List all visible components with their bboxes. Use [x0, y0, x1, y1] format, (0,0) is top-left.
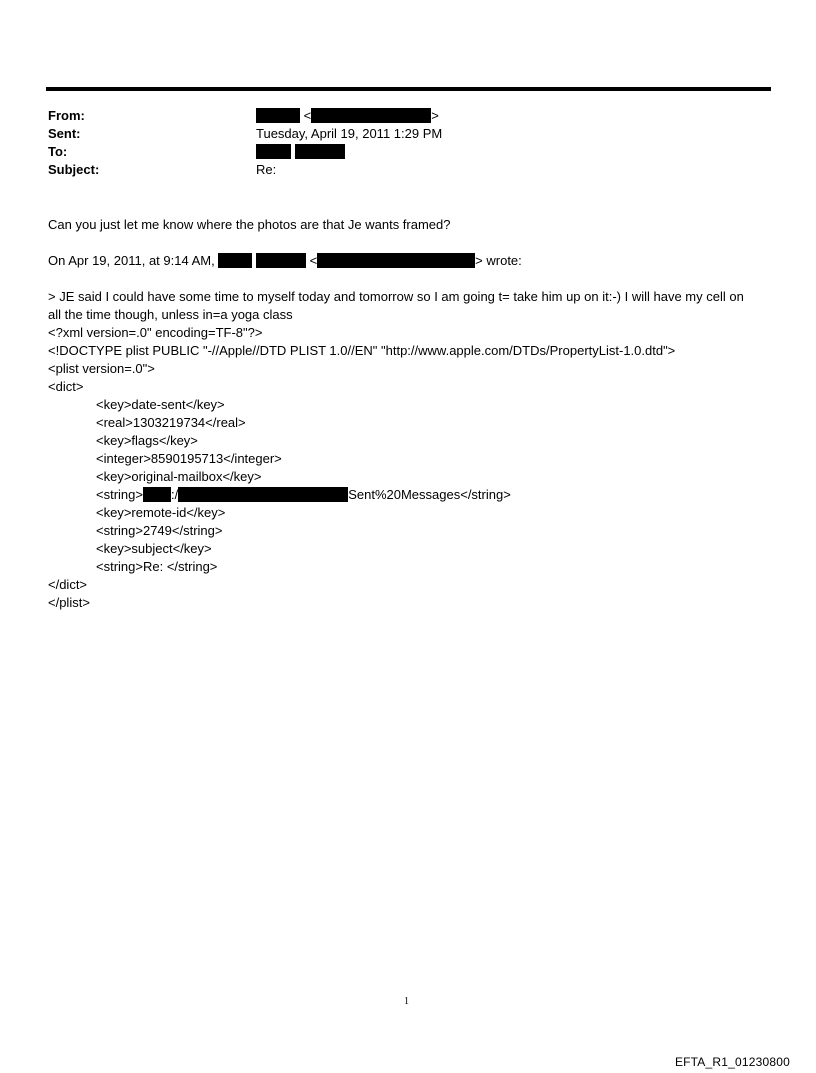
key-remote-id: <key>remote-id</key> — [96, 505, 226, 520]
quote-line-2: all the time though, unless in=a yoga class — [48, 307, 293, 322]
redaction-bar — [218, 253, 252, 268]
plist-close: </plist> — [48, 595, 90, 610]
key-flags: <key>flags</key> — [96, 433, 198, 448]
string-mailbox-tail: Sent%20Messages</string> — [348, 487, 511, 502]
from-lt: < — [303, 108, 312, 123]
quote-intro-prefix: On Apr 19, 2011, at 9:14 AM, — [48, 253, 215, 268]
from-gt: > — [431, 108, 439, 123]
sent-value: Tuesday, April 19, 2011 1:29 PM — [256, 126, 443, 141]
from-value — [256, 107, 439, 125]
redaction-bar — [317, 253, 475, 268]
xml-declaration: <?xml version=.0" encoding=TF-8"?> — [48, 325, 263, 340]
string-open: <string> — [96, 487, 143, 502]
subject-value: Re: — [256, 162, 277, 177]
subject-label: Subject: — [48, 162, 100, 177]
doctype-line: <!DOCTYPE plist PUBLIC "-//Apple//DTD PLIST 1.0//EN" "http://www.apple.com/DTDs/PropertyList-1.0.dtd"> — [48, 343, 676, 358]
string-mailbox — [96, 486, 511, 504]
message-question: Can you just let me know where the photos are that Je wants framed? — [48, 217, 451, 232]
quote-intro-suffix: > wrote: — [475, 253, 522, 268]
page-number: 1 — [404, 996, 409, 1007]
real-value: <real>1303219734</real> — [96, 415, 246, 430]
integer-value: <integer>8590195713</integer> — [96, 451, 282, 466]
quote-line-1: > JE said I could have some time to myself today and tomorrow so I am going t= take him up on it:-) I will have my cell on — [48, 289, 744, 304]
redaction-bar — [295, 144, 345, 159]
from-label: From: — [48, 108, 85, 123]
dict-close: </dict> — [48, 577, 88, 592]
sent-label: Sent: — [48, 126, 81, 141]
bates-number: EFTA_R1_01230800 — [674, 1055, 790, 1069]
key-original-mailbox: <key>original-mailbox</key> — [96, 469, 262, 484]
redaction-bar — [256, 108, 300, 123]
quote-intro — [48, 252, 522, 270]
plist-open: <plist version=.0"> — [48, 361, 155, 376]
string-remote-id: <string>2749</string> — [96, 523, 223, 538]
redaction-bar — [143, 487, 171, 502]
redaction-bar — [178, 487, 348, 502]
string-colon-slash: :/ — [170, 487, 179, 502]
redaction-bar — [256, 253, 306, 268]
quote-intro-lt: < — [309, 253, 318, 268]
dict-open: <dict> — [48, 379, 84, 394]
string-subject: <string>Re: </string> — [96, 559, 218, 574]
redaction-bar — [311, 108, 431, 123]
to-value — [256, 143, 345, 161]
header-rule — [46, 87, 771, 91]
key-subject: <key>subject</key> — [96, 541, 212, 556]
to-label: To: — [48, 144, 68, 159]
key-date-sent: <key>date-sent</key> — [96, 397, 225, 412]
redaction-bar — [256, 144, 291, 159]
